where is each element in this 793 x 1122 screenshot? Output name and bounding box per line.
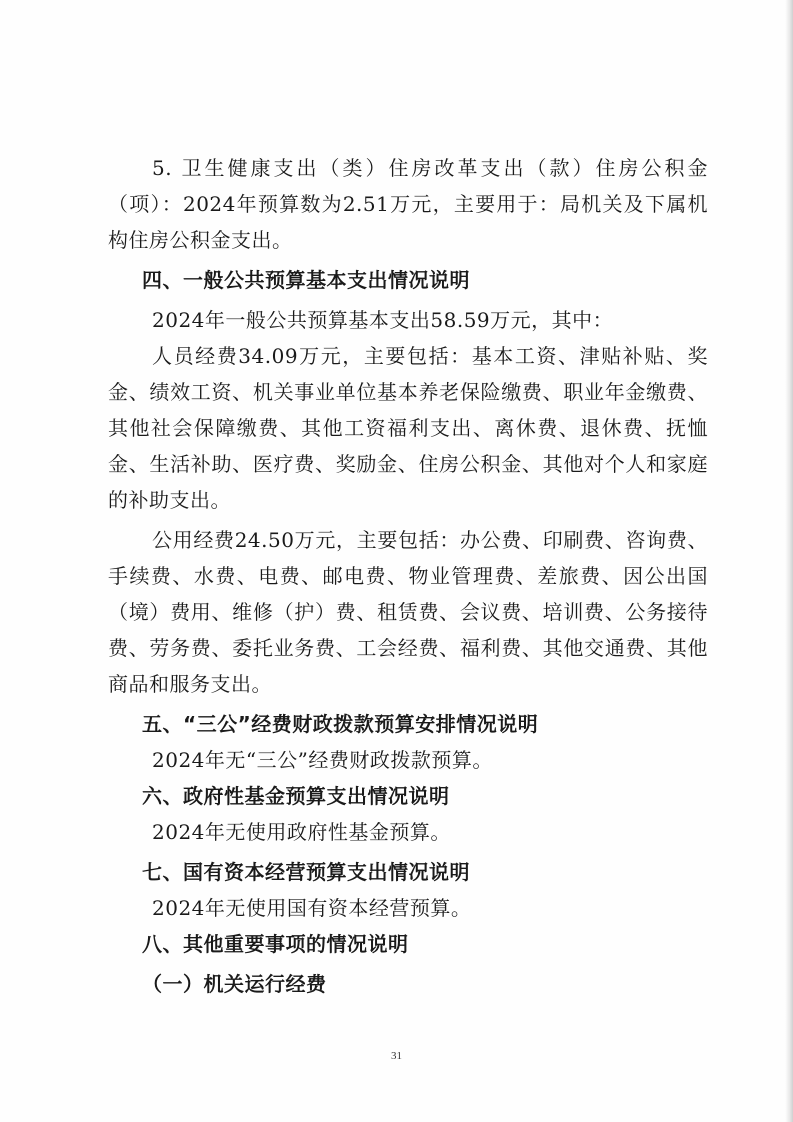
page-number: 31	[391, 1050, 402, 1062]
heading-state-capital: 七、国有资本经营预算支出情况说明	[142, 860, 470, 884]
paragraph-public-costs: 公用经费24.50万元，主要包括：办公费、印刷费、咨询费、手续费、水费、电费、邮电费、物业管理费、差旅费、因公出国（境）费用、维修（护）费、租赁费、会议费、培训费、公务接待费、劳务费、委托业务费、工会经费、福利费、其他交通费、其他商品和服务支出。	[108, 528, 708, 696]
paragraph-basic-expenditure-total: 2024年一般公共预算基本支出58.59万元，其中：	[152, 308, 614, 332]
heading-government-fund: 六、政府性基金预算支出情况说明	[142, 784, 450, 808]
scan-binding-edge	[785, 0, 793, 1122]
paragraph-three-public-expenses: 2024年无“三公”经费财政拨款预算。	[152, 748, 493, 772]
paragraph-personnel-costs: 人员经费34.09万元，主要包括：基本工资、津贴补贴、奖金、绩效工资、机关事业单位基本养老保险缴费、职业年金缴费、其他社会保障缴费、其他工资福利支出、离休费、退休费、抚恤金、生活补助、医疗费、奖励金、住房公积金、其他对个人和家庭的补助支出。	[108, 344, 708, 512]
heading-basic-expenditure: 四、一般公共预算基本支出情况说明	[142, 268, 470, 292]
paragraph-housing-fund: 5. 卫生健康支出（类）住房改革支出（款）住房公积金（项）：2024年预算数为2.51万元，主要用于：局机关及下属机构住房公积金支出。	[108, 156, 708, 252]
paragraph-state-capital: 2024年无使用国有资本经营预算。	[152, 896, 472, 920]
heading-other-matters: 八、其他重要事项的情况说明	[142, 932, 409, 956]
document-body	[108, 150, 708, 1002]
heading-three-public-expenses: 五、“三公”经费财政拨款预算安排情况说明	[142, 712, 539, 736]
paragraph-government-fund: 2024年无使用政府性基金预算。	[152, 820, 451, 844]
heading-operating-expenses: （一）机关运行经费	[142, 972, 327, 996]
